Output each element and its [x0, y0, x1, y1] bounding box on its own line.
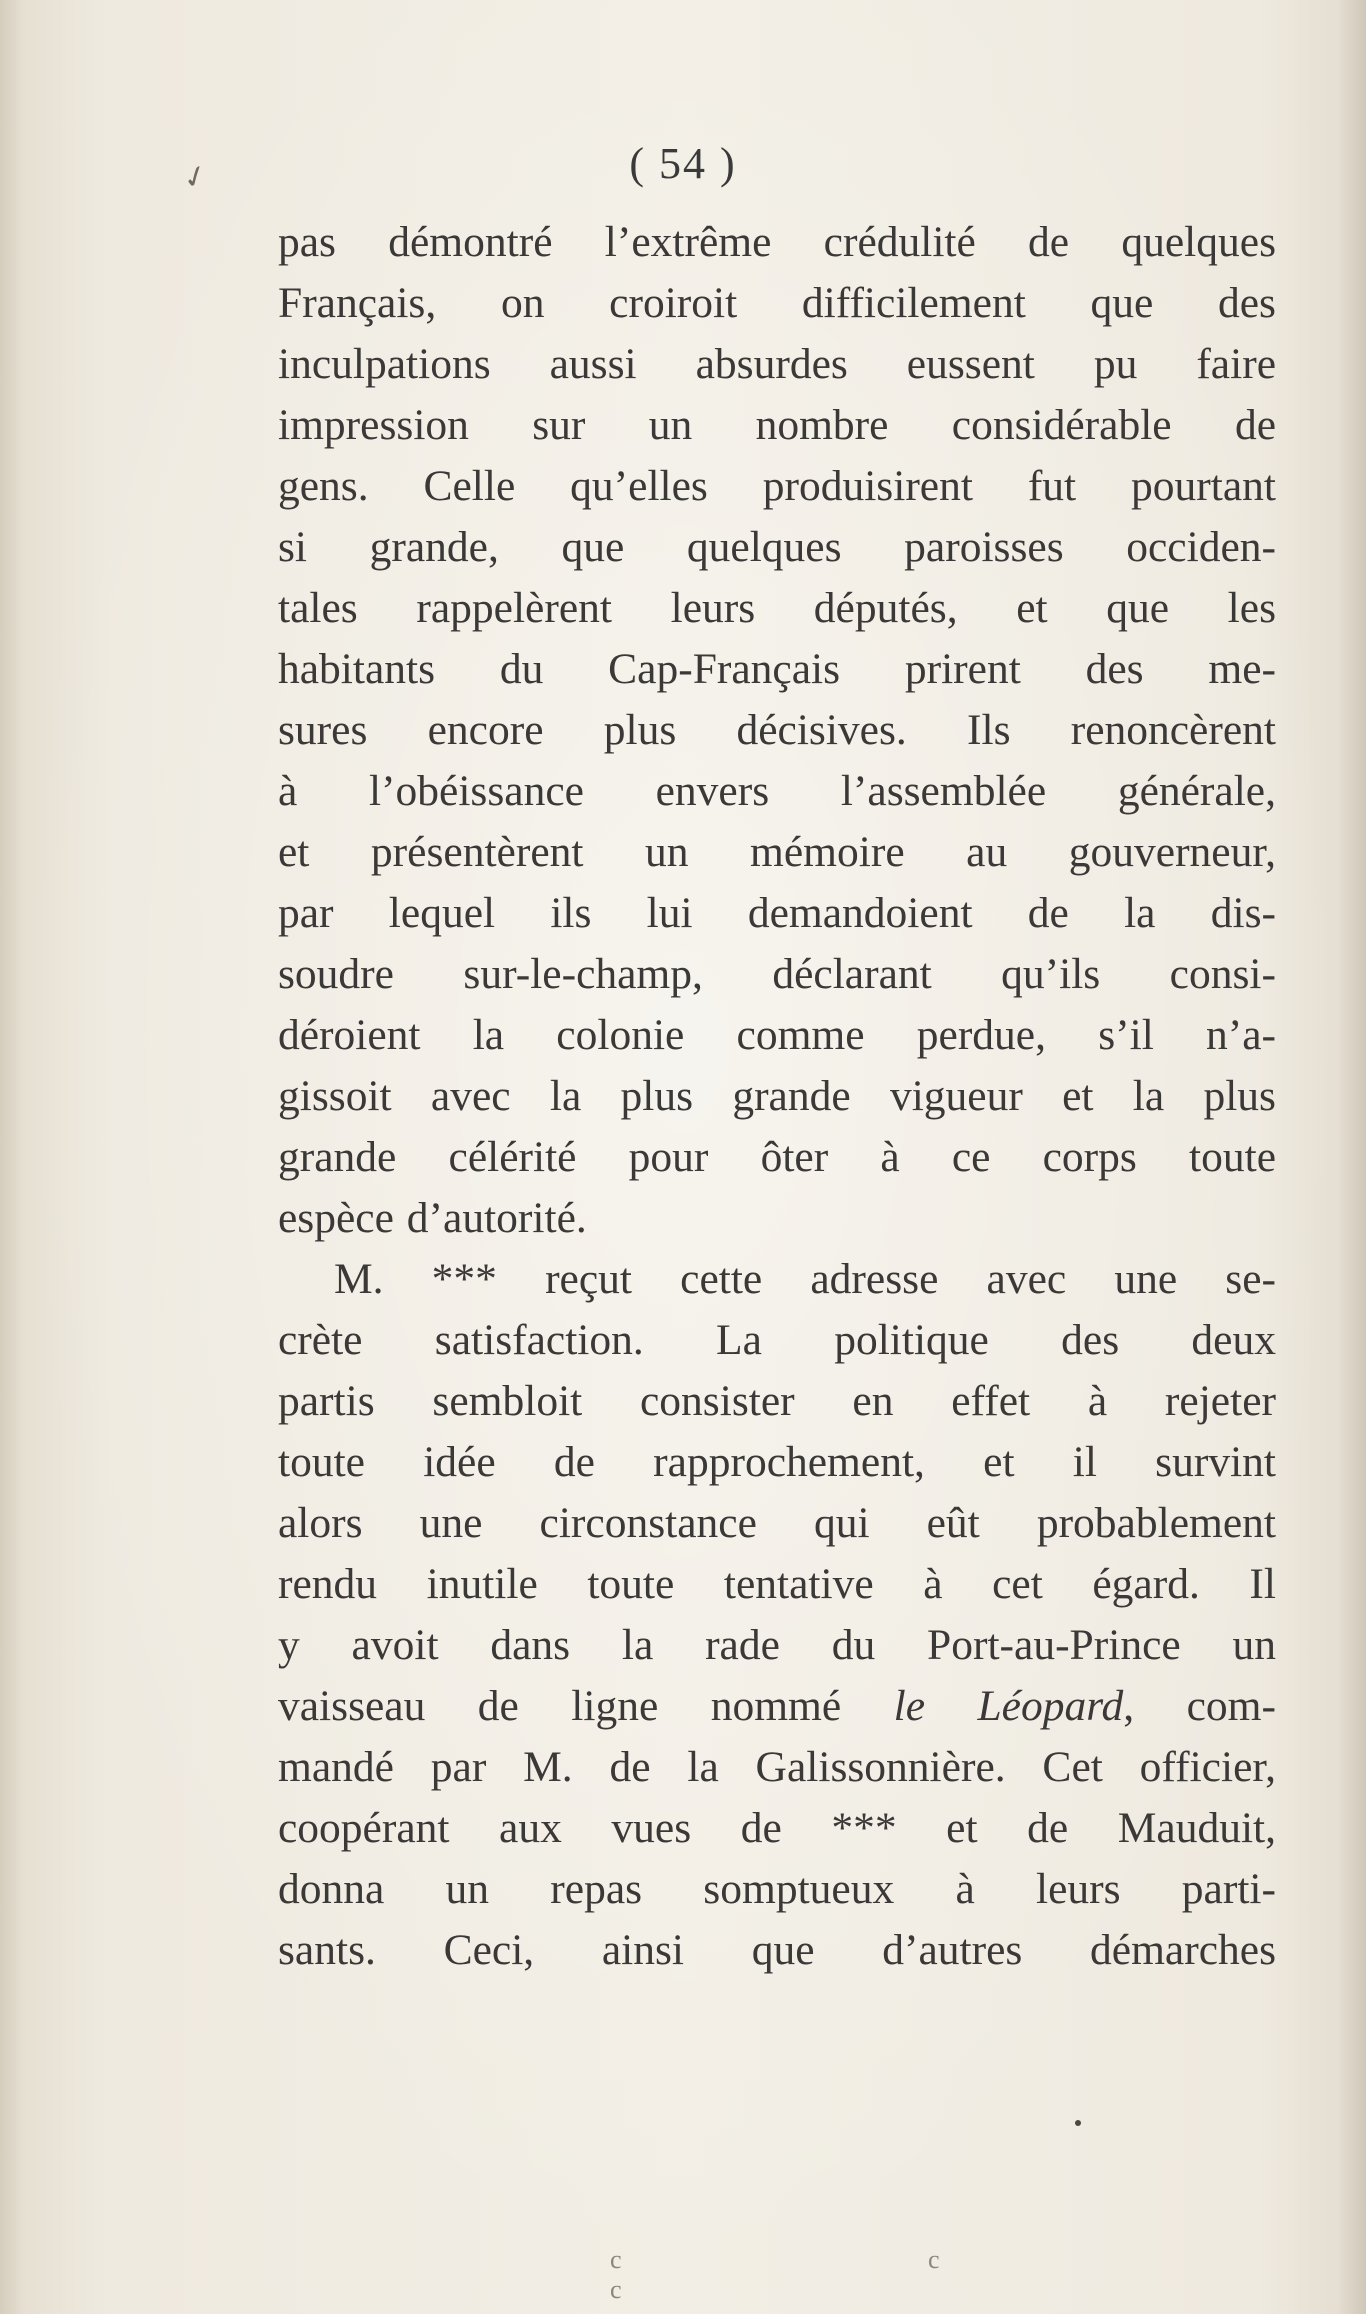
- text-line: et présentèrent un mémoire au gouverneur,: [278, 828, 1276, 876]
- text-line: gens. Celle qu’elles produisirent fut pourtant: [278, 462, 1276, 510]
- text-line: sants. Ceci, ainsi que d’autres démarches: [278, 1926, 1276, 1974]
- text-line: impression sur un nombre considérable de: [278, 401, 1276, 449]
- page-right-shadow: [1338, 0, 1366, 2314]
- text-line: sures encore plus décisives. Ils renoncèrent: [278, 706, 1276, 754]
- text-line: tales rappelèrent leurs députés, et que les: [278, 584, 1276, 632]
- text-line: coopérant aux vues de *** et de Mauduit,: [278, 1804, 1276, 1852]
- text-line: mandé par M. de la Galissonnière. Cet officier,: [278, 1743, 1276, 1791]
- paragraph-start-line: M. *** reçut cette adresse avec une se-: [334, 1255, 1276, 1303]
- text-line: si grande, que quelques paroisses occiden-: [278, 523, 1276, 571]
- text-line: rendu inutile toute tentative à cet égard. Il: [278, 1560, 1276, 1608]
- text-line: pas démontré l’extrême crédulité de quelques: [278, 218, 1276, 266]
- text-line: Français, on croiroit difficilement que des: [278, 279, 1276, 327]
- ship-name-italic: le Léopard: [893, 1682, 1124, 1730]
- text-line: habitants du Cap-Français prirent des me-: [278, 645, 1276, 693]
- text-line-leopard: [278, 1676, 1276, 1737]
- ink-dot: [1075, 2120, 1081, 2126]
- text-line: gissoit avec la plus grande vigueur et la plus: [278, 1072, 1276, 1120]
- text-line: alors une circonstance qui eût probablement: [278, 1499, 1276, 1547]
- text-line: à l’obéissance envers l’assemblée générale,: [278, 767, 1276, 815]
- body-text: [278, 212, 1276, 1981]
- page-left-shadow: [0, 0, 24, 2314]
- text-line: inculpations aussi absurdes eussent pu faire: [278, 340, 1276, 388]
- margin-check-mark: ✓: [178, 157, 214, 198]
- text-fragment: , com-: [1123, 1682, 1276, 1730]
- page-number: ( 54 ): [629, 139, 737, 188]
- footer-signature-marks: c c c: [610, 2245, 1090, 2304]
- text-line: y avoit dans la rade du Port-au-Prince un: [278, 1621, 1276, 1669]
- text-line: donna un repas somptueux à leurs parti-: [278, 1865, 1276, 1913]
- text-line: déroient la colonie comme perdue, s’il n’a-: [278, 1011, 1276, 1059]
- text-fragment: vaisseau de ligne nommé: [278, 1682, 842, 1730]
- text-line: toute idée de rapprochement, et il survint: [278, 1438, 1276, 1486]
- text-line: grande célérité pour ôter à ce corps toute: [278, 1133, 1276, 1181]
- text-line: partis sembloit consister en effet à rejeter: [278, 1377, 1276, 1425]
- text-line: crète satisfaction. La politique des deux: [278, 1316, 1276, 1364]
- text-line: par lequel ils lui demandoient de la dis-: [278, 889, 1276, 937]
- paragraph-end-line: espèce d’autorité.: [278, 1194, 587, 1242]
- text-line: soudre sur-le-champ, déclarant qu’ils consi-: [278, 950, 1276, 998]
